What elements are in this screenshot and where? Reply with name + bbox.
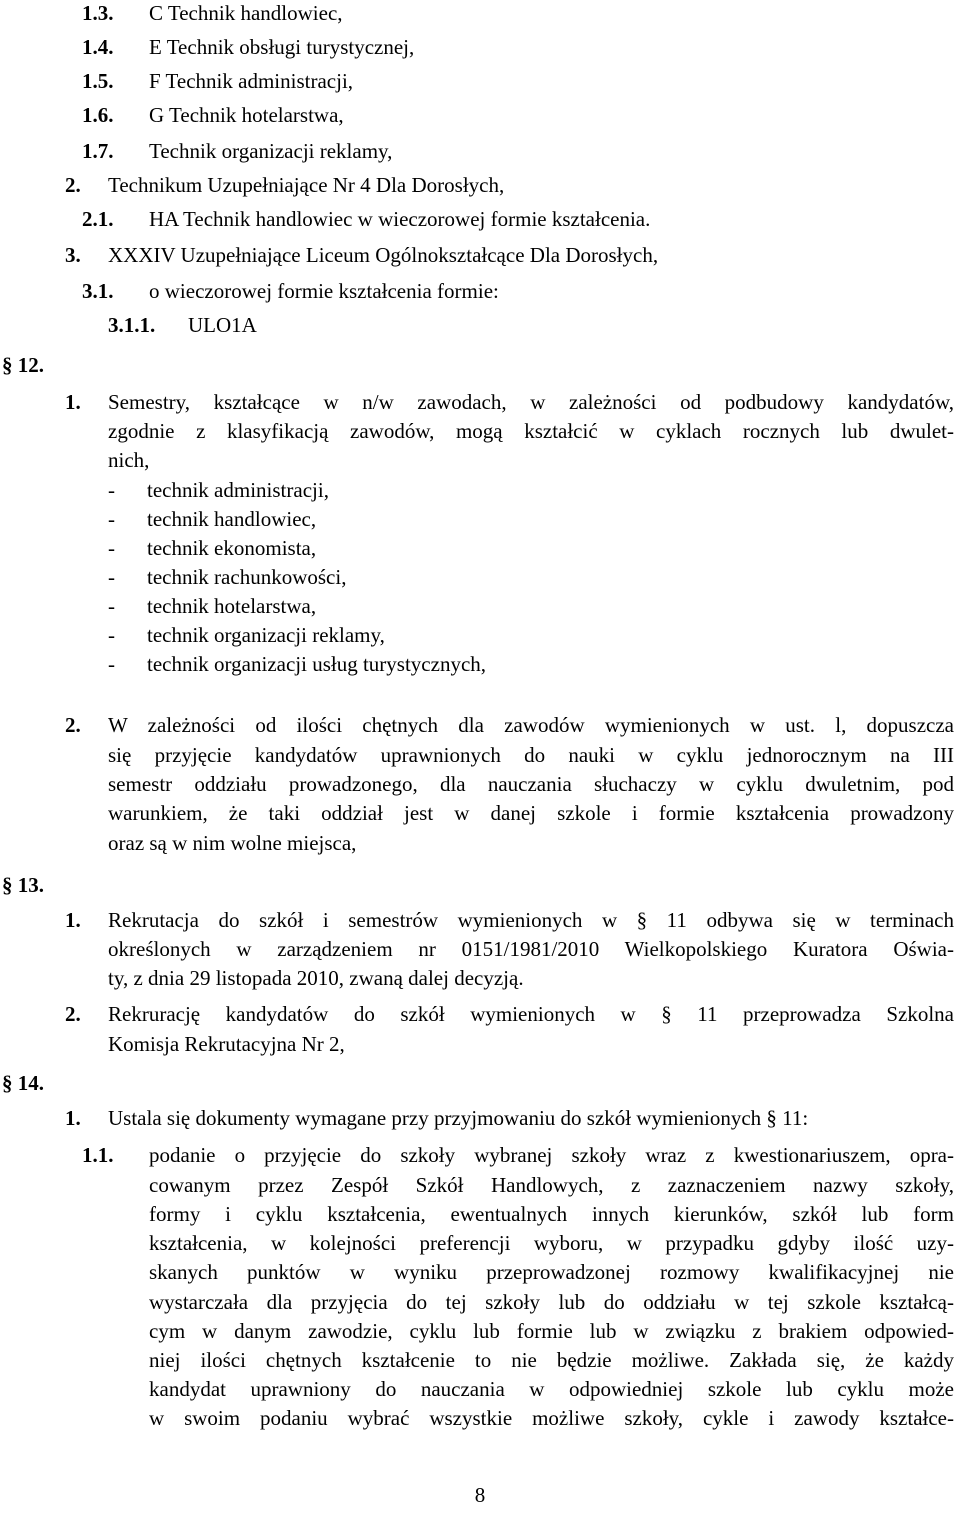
list-num: 3.1.1. <box>108 313 156 337</box>
paragraph-line: Rekrutacja do szkół i semestrów wymienionych w § 11 odbywa się w terminach <box>108 908 954 932</box>
paragraph-line: nich, <box>108 448 150 472</box>
paragraph-line: wystarczała dla przyjęcia do tej szkoły lub do oddziału w tej szkole kształcą- <box>149 1290 954 1314</box>
list-num: 2.1. <box>82 207 114 231</box>
list-text: XXXIV Uzupełniające Liceum Ogólnokształcące Dla Dorosłych, <box>108 243 659 267</box>
list-text: HA Technik handlowiec w wieczorowej formie kształcenia. <box>149 207 651 231</box>
section-heading: § 13. <box>2 873 44 897</box>
paragraph-line: cowanym przez Zespół Szkół Handlowych, z zaznaczeniem nazwy szkoły, <box>149 1173 954 1197</box>
list-item: technik organizacji reklamy, <box>147 623 385 647</box>
list-text: E Technik obsługi turystycznej, <box>149 35 415 59</box>
list-text: o wieczorowej formie kształcenia formie: <box>149 279 499 303</box>
page-number: 8 <box>474 1483 486 1507</box>
paragraph-line: warunkiem, że taki oddział jest w danej szkole i formie kształcenia prowadzony <box>108 801 954 825</box>
paragraph-line: kandydat uprawniony do nauczania w odpowiedniej szkole lub cyklu może <box>149 1377 954 1401</box>
list-text: G Technik hotelarstwa, <box>149 103 344 127</box>
paragraph-number: 2. <box>65 1002 81 1026</box>
dash-bullet: - <box>108 536 115 560</box>
paragraph-number: 2. <box>65 713 81 737</box>
paragraph-line: semestr oddziału prowadzonego, dla nauczania słuchaczy w cyklu dwuletnim, pod <box>108 772 954 796</box>
paragraph-line: podanie o przyjęcie do szkoły wybranej szkoły wraz z kwestionariuszem, opra- <box>149 1143 954 1167</box>
paragraph-number: 1.1. <box>82 1143 114 1167</box>
list-num: 1.3. <box>82 1 114 25</box>
list-text: F Technik administracji, <box>149 69 354 93</box>
paragraph-line: Rekrurację kandydatów do szkół wymienionych w § 11 przeprowadza Szkolna <box>108 1002 954 1026</box>
section-heading: § 12. <box>2 353 44 377</box>
paragraph-line: oraz są w nim wolne miejsca, <box>108 831 357 855</box>
paragraph-line: określonych w zarządzeniem nr 0151/1981/2010 Wielkopolskiego Kuratora Oświa- <box>108 937 954 961</box>
paragraph-line: skanych punktów w wyniku przeprowadzonej rozmowy kwalifikacyjnej nie <box>149 1260 954 1284</box>
list-text: C Technik handlowiec, <box>149 1 343 25</box>
list-item: technik hotelarstwa, <box>147 594 317 618</box>
paragraph-line: zgodnie z klasyfikacją zawodów, mogą kształcić w cyklach rocznych lub dwulet- <box>108 419 954 443</box>
list-item: technik rachunkowości, <box>147 565 347 589</box>
list-text: Technikum Uzupełniające Nr 4 Dla Dorosłych, <box>108 173 505 197</box>
dash-bullet: - <box>108 594 115 618</box>
paragraph-line: formy i cyklu kształcenia, ewentualnych innych kierunków, szkół lub form <box>149 1202 954 1226</box>
dash-bullet: - <box>108 652 115 676</box>
paragraph-line: się przyjęcie kandydatów uprawnionych do nauki w cyklu jednorocznym na III <box>108 743 954 767</box>
paragraph-line: kształcenia, w kolejności preferencji wyboru, w przypadku gdyby ilość uzy- <box>149 1231 954 1255</box>
dash-bullet: - <box>108 623 115 647</box>
dash-bullet: - <box>108 478 115 502</box>
list-item: technik handlowiec, <box>147 507 317 531</box>
list-text: Technik organizacji reklamy, <box>149 139 393 163</box>
list-num: 3.1. <box>82 279 114 303</box>
dash-bullet: - <box>108 565 115 589</box>
paragraph-line: W zależności od ilości chętnych dla zawodów wymienionych w ust. l, dopuszcza <box>108 713 954 737</box>
list-item: technik administracji, <box>147 478 329 502</box>
list-num: 3. <box>65 243 81 267</box>
paragraph-line: cym w danym zawodzie, cyklu lub formie lub w związku z brakiem odpowied- <box>149 1319 954 1343</box>
paragraph-number: 1. <box>65 390 81 414</box>
section-heading: § 14. <box>2 1071 44 1095</box>
paragraph-line: w swoim podaniu wybrać wszystkie możliwe szkoły, cykle i zawody kształce- <box>149 1406 954 1430</box>
paragraph-number: 1. <box>65 1106 81 1130</box>
list-num: 1.4. <box>82 35 114 59</box>
paragraph-number: 1. <box>65 908 81 932</box>
list-num: 1.7. <box>82 139 114 163</box>
paragraph-line: ty, z dnia 29 listopada 2010, zwaną dalej decyzją. <box>108 966 524 990</box>
list-text: ULO1A <box>188 313 257 337</box>
list-num: 1.6. <box>82 103 114 127</box>
list-item: technik ekonomista, <box>147 536 317 560</box>
list-num: 1.5. <box>82 69 114 93</box>
paragraph-line: Komisja Rekrutacyjna Nr 2, <box>108 1032 345 1056</box>
list-num: 2. <box>65 173 81 197</box>
dash-bullet: - <box>108 507 115 531</box>
paragraph-line: Semestry, kształcące w n/w zawodach, w zależności od podbudowy kandydatów, <box>108 390 954 414</box>
paragraph-line: Ustala się dokumenty wymagane przy przyjmowaniu do szkół wymienionych § 11: <box>108 1106 809 1130</box>
list-item: technik organizacji usług turystycznych, <box>147 652 487 676</box>
paragraph-line: niej ilości chętnych kształcenie to nie będzie możliwe. Zakłada się, że każdy <box>149 1348 954 1372</box>
